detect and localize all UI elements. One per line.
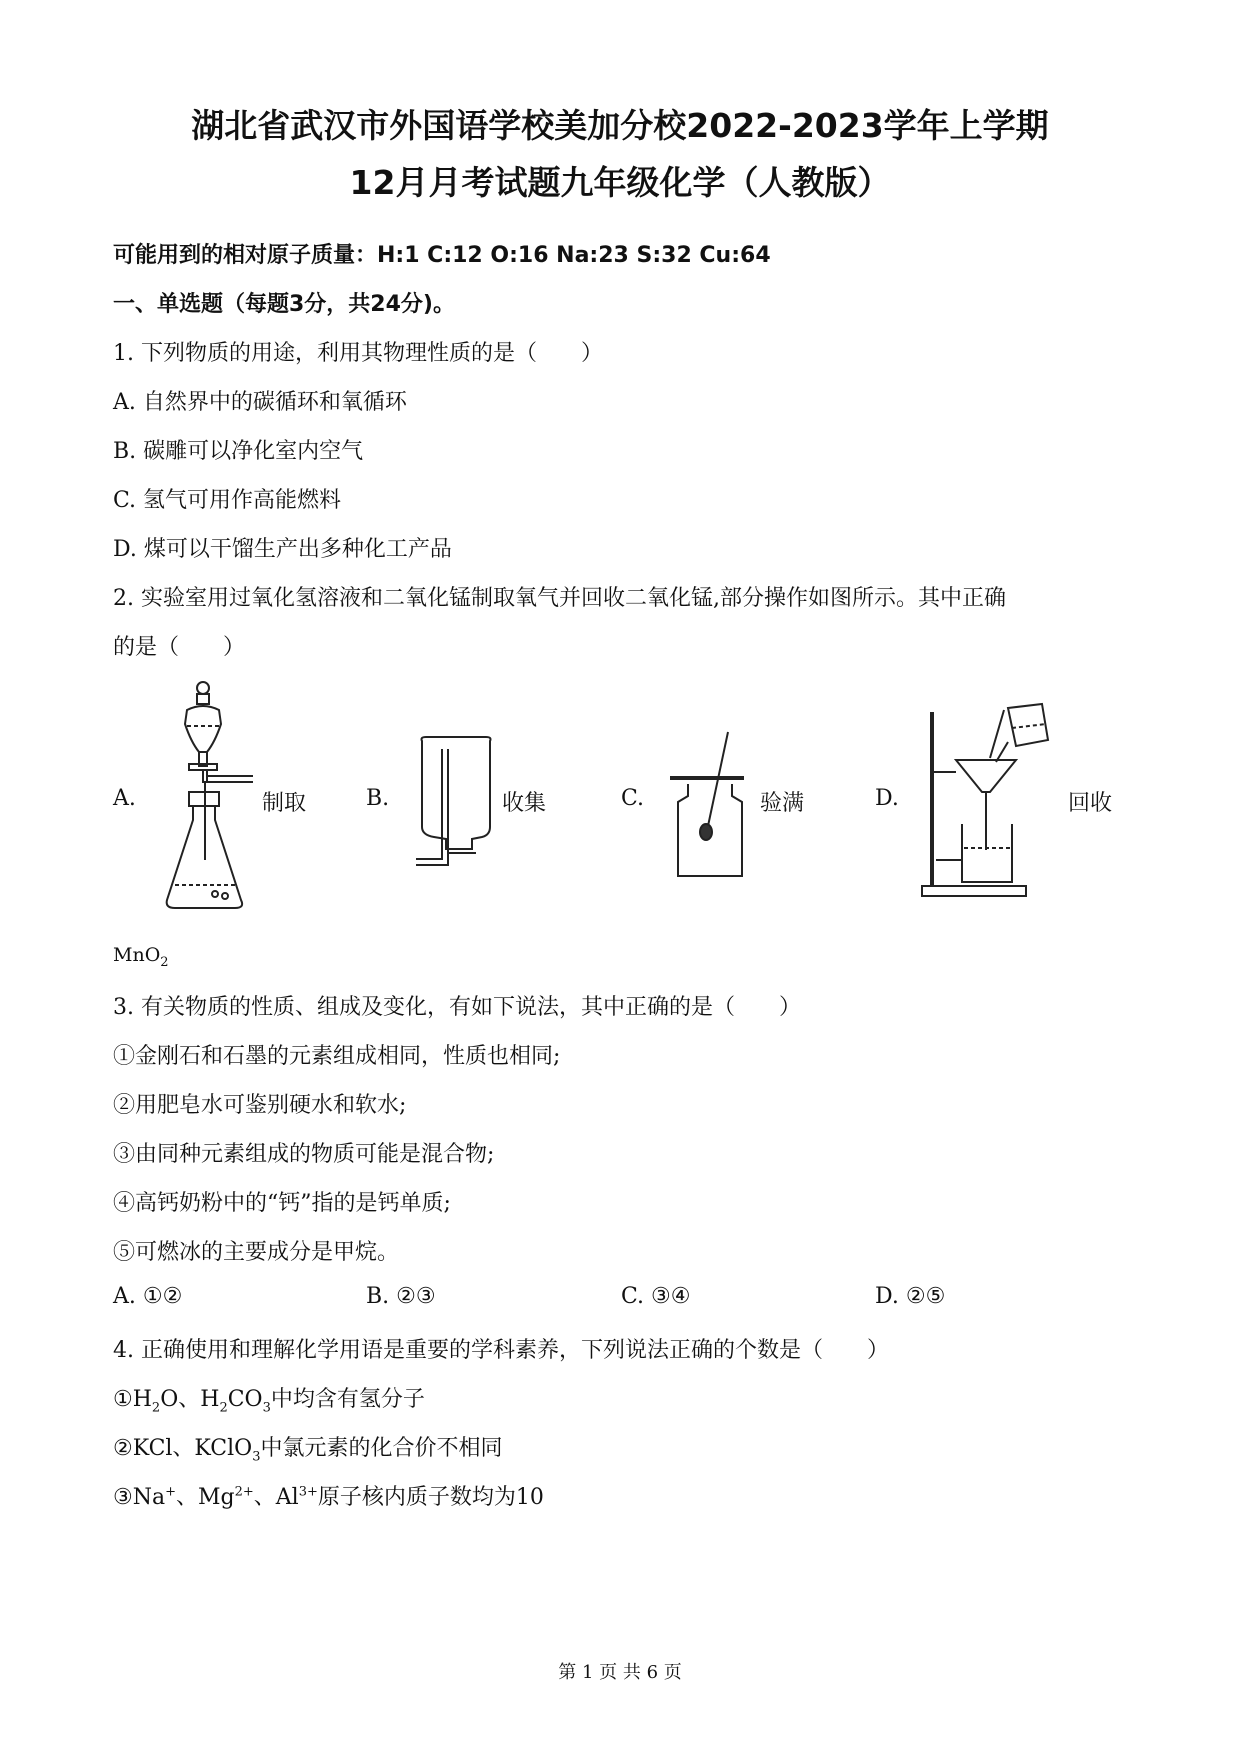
fig-d-label: 回收	[1068, 791, 1113, 816]
title-line-2: 12月月考试题九年级化学（人教版）	[349, 163, 891, 202]
q3-statement-4: ④高钙奶粉中的“钙”指的是钙单质;	[113, 1191, 451, 1216]
q3-option-b: B. ②③	[366, 1284, 436, 1309]
q2-stem-line2: 的是（ ）	[113, 635, 246, 660]
q3-statement-5: ⑤可燃冰的主要成分是甲烷。	[113, 1240, 400, 1265]
q1-option-d: D. 煤可以干馏生产出多种化工产品	[113, 537, 452, 562]
q4-statement-2: ②KCl、KClO$_3$中氯元素的化合价不相同	[113, 1436, 503, 1465]
page-footer: 第 1 页 共 6 页	[558, 1662, 682, 1683]
q3-option-a: A. ①②	[113, 1284, 183, 1309]
q3-statement-3: ③由同种元素组成的物质可能是混合物;	[113, 1142, 495, 1167]
mno2-annotation: MnO$_2$	[113, 944, 169, 970]
fig-c-label: 验满	[760, 791, 805, 816]
filtration-setup-diagram	[912, 700, 1062, 900]
fig-b-label: 收集	[502, 791, 547, 816]
fig-b-letter: B.	[366, 786, 390, 811]
fig-a-label: 制取	[262, 791, 307, 816]
q3-stem: 3. 有关物质的性质、组成及变化，有如下说法，其中正确的是（ ）	[113, 995, 801, 1020]
title-line-1: 湖北省武汉市外国语学校美加分校2022-2023学年上学期	[191, 106, 1049, 145]
q3-option-d: D. ②⑤	[875, 1284, 946, 1309]
q1-option-c: C. 氢气可用作高能燃料	[113, 488, 342, 513]
bottle-with-glowing-stick-diagram	[668, 730, 748, 880]
q1-stem: 1. 下列物质的用途，利用其物理性质的是（ ）	[113, 341, 603, 366]
separatory-funnel-flask-diagram	[155, 680, 265, 920]
q4-statement-3: ③Na+、$Mg^{2+}$、$Al^{3+}$原子核内质子数均为10	[113, 1484, 544, 1510]
q4-stem: 4. 正确使用和理解化学用语是重要的学科素养，下列说法正确的个数是（ ）	[113, 1338, 889, 1363]
fig-d-letter: D.	[875, 786, 899, 811]
fig-a-letter: A.	[113, 786, 136, 811]
q3-statement-2: ②用肥皂水可鉴别硬水和软水;	[113, 1093, 407, 1118]
gas-collecting-bottle-diagram	[412, 735, 502, 875]
q3-option-c: C. ③④	[621, 1284, 691, 1309]
fig-c-letter: C.	[621, 786, 645, 811]
q1-option-b: B. 碳雕可以净化室内空气	[113, 439, 364, 464]
atomic-mass-line: 可能用到的相对原子质量：H:1 C:12 O:16 Na:23 S:32 Cu:64	[113, 243, 771, 268]
section-heading: 一、单选题（每题3分，共24分)。	[113, 292, 455, 317]
q3-statement-1: ①金刚石和石墨的元素组成相同，性质也相同;	[113, 1044, 561, 1069]
q1-option-a: A. 自然界中的碳循环和氧循环	[113, 390, 407, 415]
q4-statement-1: $①H_2O$、$H_2CO_3$中均含有氢分子	[113, 1387, 425, 1416]
q2-stem-line1: 2. 实验室用过氧化氢溶液和二氧化锰制取氧气并回收二氧化锰,部分操作如图所示。其中正确	[113, 586, 1006, 611]
